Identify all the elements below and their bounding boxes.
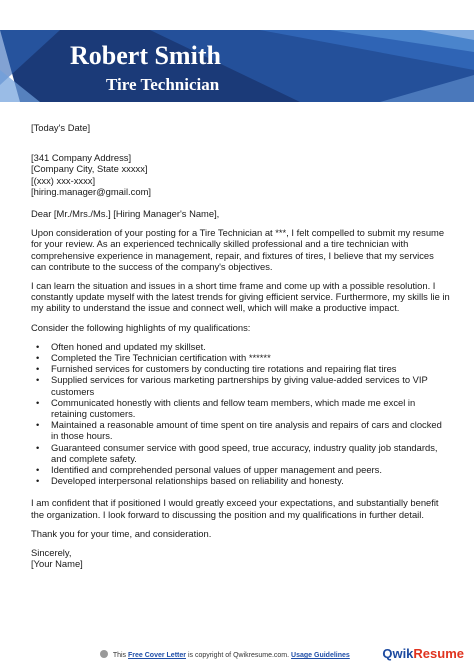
copyright-notice <box>100 650 350 659</box>
address-line: [hiring.manager@gmail.com] <box>31 185 151 197</box>
address-line: [341 Company Address] <box>31 152 132 164</box>
list-item: • Completed the Tire Technician certification with ****** <box>31 352 451 363</box>
brand-part-qwik: Qwik <box>382 646 414 661</box>
closing-line: Sincerely, <box>31 547 72 559</box>
paragraph-intro: Upon consideration of your posting for a Tire Technician at ***, I felt compelled to submit my resume for your review. As an experienced technically skilled professional and a tire technician with comprehensive experience in management, repair, and fixtures of tires, I believe that my services can contribute to the success of the company's objectives. <box>31 227 445 272</box>
letter-body <box>31 122 451 570</box>
list-item: • Supplied services for various marketing partnerships by giving value-added services to VIP customers <box>31 374 451 396</box>
usage-guidelines-link[interactable]: Usage Guidelines <box>291 652 350 659</box>
list-item: • Guaranteed consumer service with good speed, true accuracy, industry quality job standards, and complete safety. <box>31 442 451 464</box>
list-item: • Identified and comprehended personal values of upper management and peers. <box>31 464 451 475</box>
list-item: • Maintained a reasonable amount of time spent on tire analysis and repairs of cars and clocked in those hours. <box>31 419 451 441</box>
signature-line: [Your Name] <box>31 558 83 570</box>
qualifications-intro: Consider the following highlights of my qualifications: <box>31 321 251 333</box>
address-line: [Company City, State xxxxx] <box>31 163 148 175</box>
list-item: • Communicated honestly with clients and fellow team members, which made me excel in retaining customers. <box>31 397 451 419</box>
letter-date: [Today's Date] <box>31 122 91 133</box>
qwikresume-logo[interactable] <box>382 646 464 661</box>
brand-part-resume: Resume <box>413 646 464 661</box>
qualifications-list <box>31 341 451 487</box>
thanks-line: Thank you for your time, and consideration. <box>31 527 212 539</box>
list-item: • Often honed and updated my skillset. <box>31 341 451 352</box>
footer-prefix: This <box>112 652 127 659</box>
free-cover-letter-link[interactable]: Free Cover Letter <box>128 652 186 659</box>
salutation: Dear [Mr./Mrs./Ms.] [Hiring Manager's Name], <box>31 208 220 220</box>
address-line: [(xxx) xxx-xxxx] <box>31 174 96 186</box>
copyright-icon <box>100 650 108 658</box>
paragraph-closing: I am confident that if positioned I would greatly exceed your expectations, and substantially benefit the organization. I look forward to discussing the position and my qualifications in further detail. <box>31 497 439 520</box>
list-item: • Furnished services for customers by conducting tire rotations and repairing flat tires <box>31 363 451 374</box>
job-title: Tire Technician <box>106 75 220 94</box>
paragraph-skills: I can learn the situation and issues in a short time frame and come up with a possible resolution. I constantly update myself with the latest trends for giving efficient service. Furthermore, my skills lie in my ability to understand the issue and connect well, which will make a productive impact. <box>31 280 450 314</box>
applicant-name: Robert Smith <box>70 41 221 70</box>
list-item: • Developed interpersonal relationships based on reliability and honesty. <box>31 475 451 486</box>
footer <box>0 644 474 669</box>
footer-middle: is copyright of Qwikresume.com. <box>187 652 290 659</box>
